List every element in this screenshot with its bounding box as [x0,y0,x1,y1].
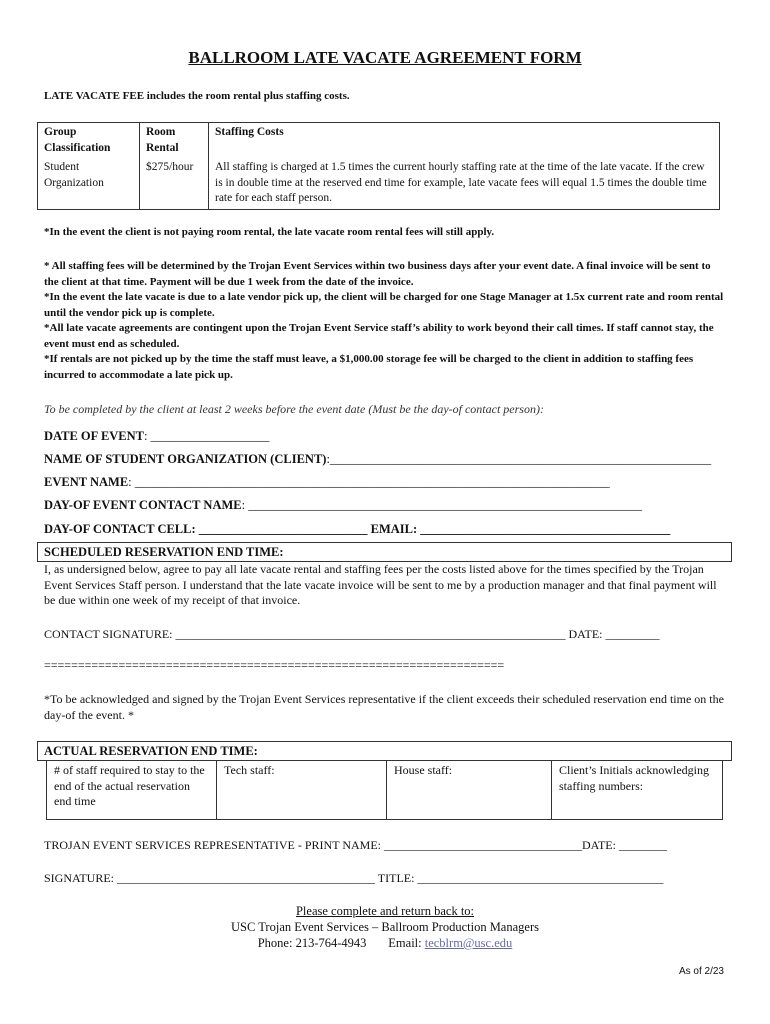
note-item: *All late vacate agreements are contingent upon the Trojan Event Service staff’s ability to work beyond their call times. If staff cannot stay, the event must end as scheduled. [44,322,714,350]
phone-text: Phone: 213-764-4943 [257,936,367,950]
header-group-classification: Group Classification [38,123,140,159]
signature-title-line[interactable]: SIGNATURE: ___________________________________________ TITLE: _________________________________________ [44,871,664,885]
email-link[interactable]: tecblrm@usc.edu [424,936,513,950]
cell-house-staff[interactable]: House staff: [387,761,552,820]
agreement-text: I, as undersigned below, agree to pay all late vacate rental and staffing fees per the costs listed above for the times specified by the Trojan Event Services Staff person. I understand that the late vacate invoice will be sent to me by a production manager and that final payment will be due within one week of my receipt of that invoice. [44,562,717,607]
divider: ==================================================================== [44,658,505,672]
actual-staff-table [46,760,723,820]
date-of-event-field[interactable] [44,428,269,444]
contact-signature-line[interactable]: CONTACT SIGNATURE: _________________________________________________________________ DATE: _________ [44,627,660,641]
actual-end-time-label: ACTUAL RESERVATION END TIME: [44,744,258,758]
contact-cell-email-field[interactable]: DAY-OF CONTACT CELL: ___________________________ EMAIL: ________________________________________ [44,522,671,536]
table-row [47,761,723,820]
department-name: USC Trojan Event Services – Ballroom Production Managers [231,920,539,934]
event-name-label: EVENT NAME [44,475,129,489]
org-name-line: :_____________________________________________________________ [326,452,712,466]
contact-name-field[interactable] [44,497,642,513]
room-rental-note: *In the event the client is not paying room rental, the late vacate room rental fees will still apply. [44,226,495,238]
note-item: *In the event the late vacate is due to a late vendor pick up, the client will be charged for one Stage Manager at 1.5x current rate and room rental until the vendor pick up is complete. [44,291,724,319]
date-of-event-line: : ___________________ [144,429,270,443]
org-name-field[interactable] [44,451,711,467]
contact-info [0,935,770,951]
header-staffing-costs: Staffing Costs [209,123,720,159]
as-of-date: As of 2/23 [678,966,724,977]
tes-note: *To be acknowledged and signed by the Trojan Event Services representative if the client exceeds their scheduled reservation end time on the day-of the event. * [44,692,724,722]
intro-text: LATE VACATE FEE includes the room rental plus staffing costs. [44,90,350,102]
cell-staffing: All staffing is charged at 1.5 times the current hourly staffing rate at the time of the late vacate. If the crew is in double time at the reserved end time for example, late vacate fees will equal 1.5 times the double time rate for each staff person. [209,158,720,209]
scheduled-end-time-label: SCHEDULED RESERVATION END TIME: [44,545,284,559]
actual-end-time-box[interactable] [37,741,732,761]
contact-name-label: DAY-OF EVENT CONTACT NAME [44,498,242,512]
table-row [38,123,720,159]
event-name-line: : ____________________________________________________________________________ [128,475,610,489]
form-title: BALLROOM LATE VACATE AGREEMENT FORM [188,48,582,67]
cell-rental: $275/hour [140,158,209,209]
scheduled-end-time-box[interactable] [37,542,732,562]
note-item: * All staffing fees will be determined by the Trojan Event Services within two business days after your event date. A final invoice will be sent to the client at that time. Payment will be due 1 week from the date of the invoice. [44,260,711,288]
table-row [38,158,720,209]
cell-tech-staff[interactable]: Tech staff: [217,761,387,820]
tes-rep-print-name-line[interactable]: TROJAN EVENT SERVICES REPRESENTATIVE - PRINT NAME: _________________________________DATE: ________ [44,838,667,852]
cell-group: Student Organization [38,158,140,209]
cell-client-initials[interactable]: Client’s Initials acknowledging staffing numbers: [552,761,723,820]
costs-table [37,122,720,210]
notes-list [44,259,728,383]
event-name-field[interactable] [44,474,610,490]
header-room-rental: Room Rental [140,123,209,159]
cell-staff-required: # of staff required to stay to the end of the actual reservation end time [47,761,217,820]
contact-name-line: : _______________________________________________________________ [241,498,642,512]
date-of-event-label: DATE OF EVENT [44,429,145,443]
client-instruction: To be completed by the client at least 2 weeks before the event date (Must be the day-of contact person): [44,402,544,416]
note-item: *If rentals are not picked up by the time the staff must leave, a $1,000.00 storage fee will be charged to the client in addition to staffing fees incurred to accommodate a late pick up. [44,353,694,381]
org-name-label: NAME OF STUDENT ORGANIZATION (CLIENT) [44,452,327,466]
email-label: Email: [388,936,422,950]
return-note: Please complete and return back to: [295,904,475,918]
